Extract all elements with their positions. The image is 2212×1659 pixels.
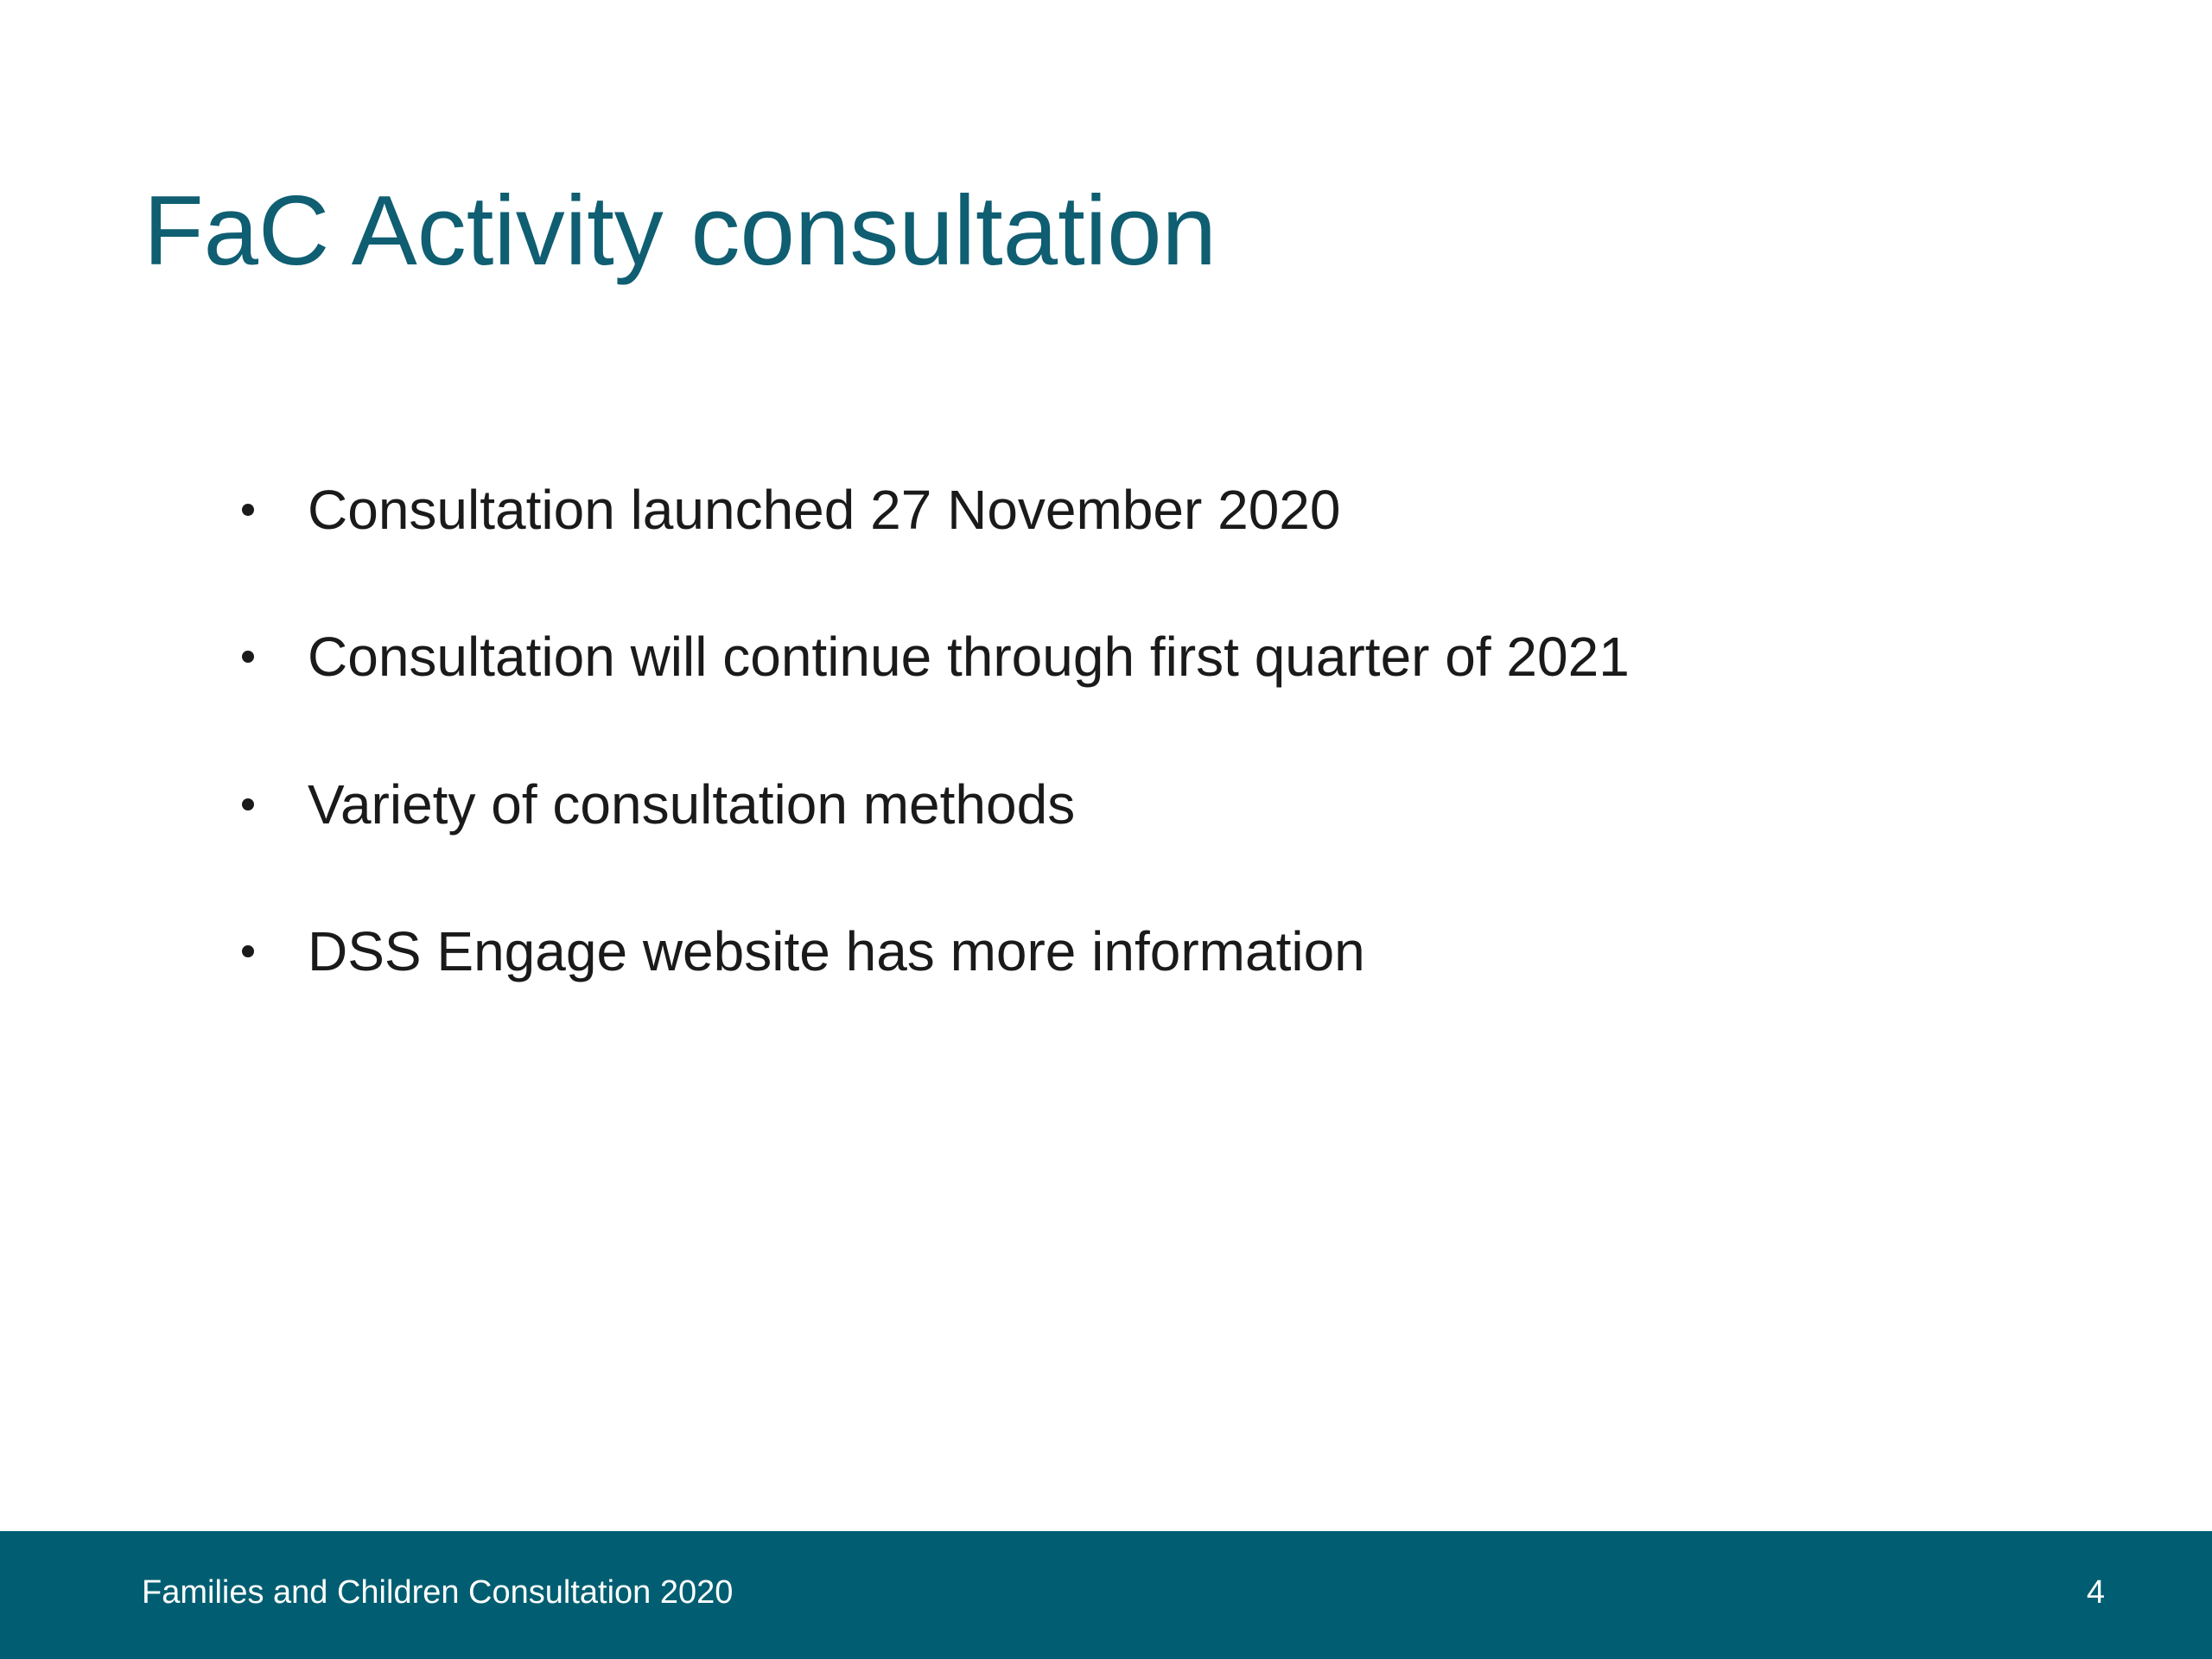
bullet-item xyxy=(242,471,1340,549)
bullet-dot-icon xyxy=(242,798,254,810)
bullet-text: Consultation launched 27 November 2020 xyxy=(308,479,1341,541)
bullet-item xyxy=(242,618,1630,696)
bullet-item xyxy=(242,912,1365,990)
bullet-text: Variety of consultation methods xyxy=(308,773,1076,836)
bullet-dot-icon xyxy=(242,651,254,663)
slide-title: FaC Activity consultation xyxy=(143,176,1217,286)
bullet-dot-icon xyxy=(242,945,254,957)
footer-bar xyxy=(0,1531,2212,1659)
bullet-text: Consultation will continue through first quarter of 2021 xyxy=(308,626,1630,688)
page-number: 4 xyxy=(2086,1574,2105,1611)
bullet-text: DSS Engage website has more information xyxy=(308,920,1365,982)
bullet-dot-icon xyxy=(242,504,254,516)
bullet-item xyxy=(242,766,1075,843)
footer-text: Families and Children Consultation 2020 xyxy=(142,1574,734,1611)
